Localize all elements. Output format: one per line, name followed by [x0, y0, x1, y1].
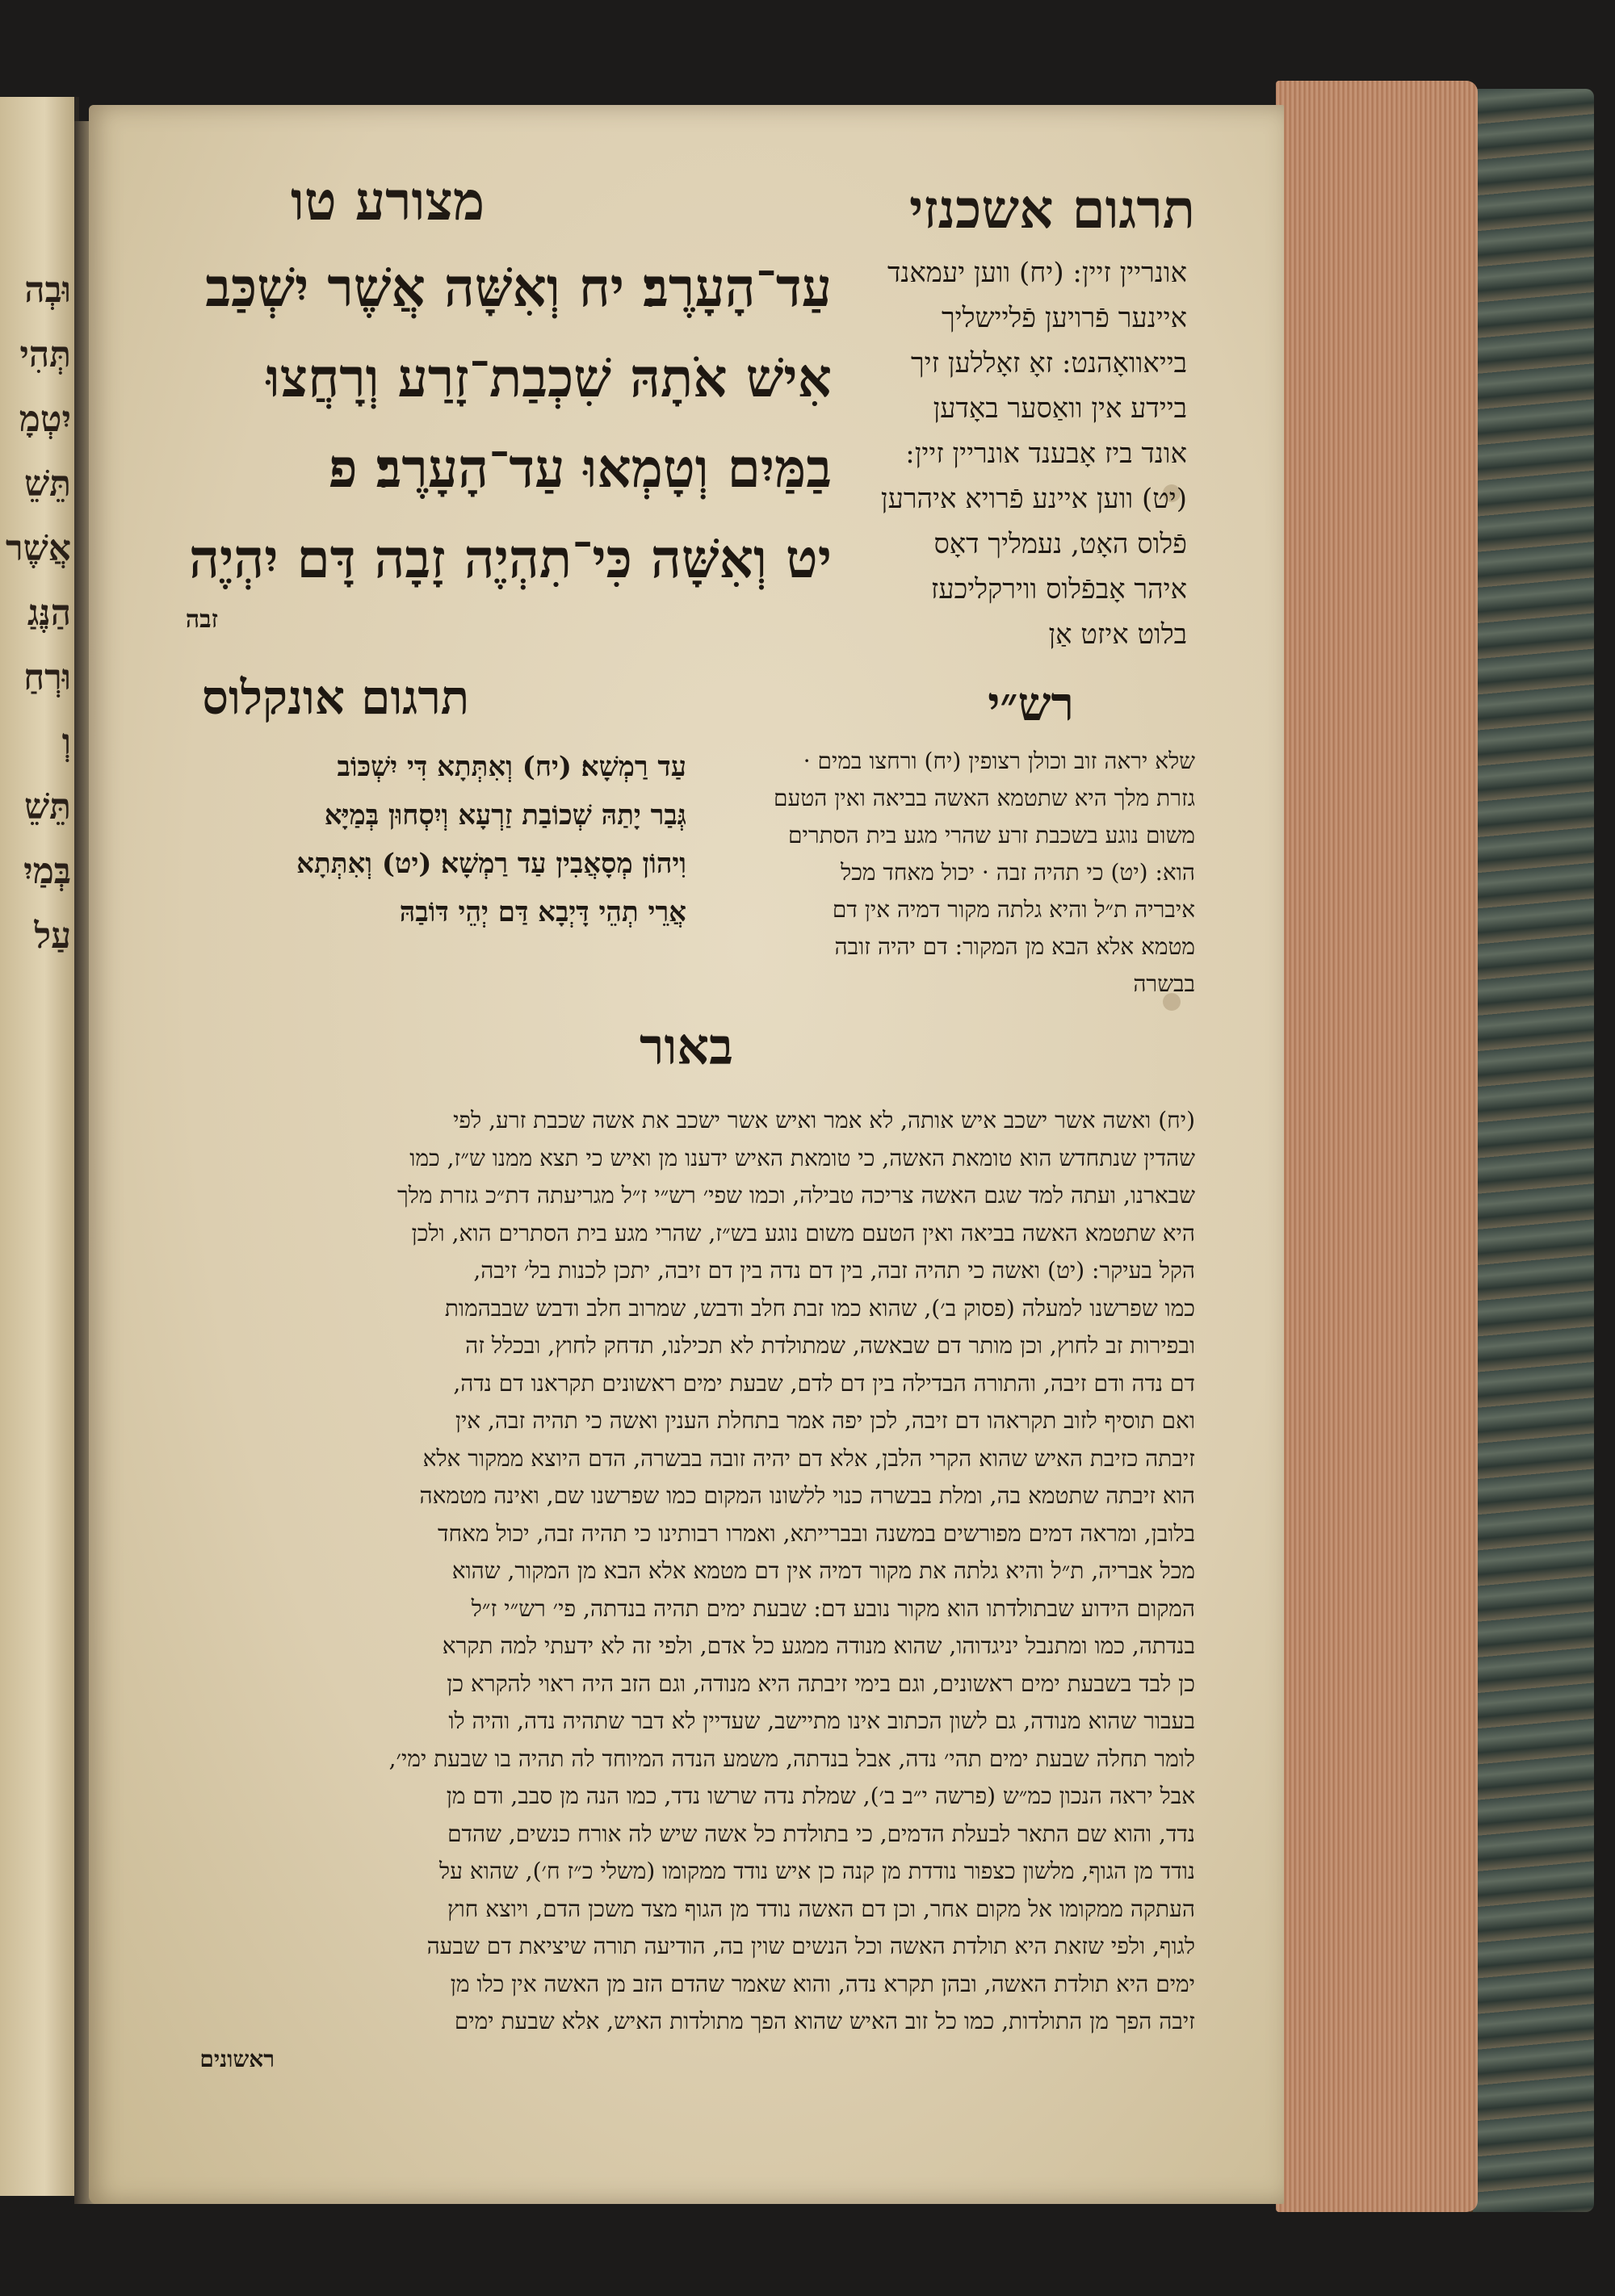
biur-line: הוא זיבתה שתטמא בה, ומלת בבשרה כנוי ללשונו המקום כמו שפרשנו שם, ואינה מטמאה: [419, 1482, 1195, 1509]
rashi-line: גזרת מלך היא שתטמא האשה בביאה ואין הטעם: [774, 785, 1195, 811]
biur-line: שהדין שנתחדש הוא טומאת האשה, כי טומאת האיש ידענו מן ואיש כי תצא ממנו ש״ז, כמו: [409, 1144, 1195, 1171]
biur-line: המקום הידוע שבתולדתו הוא מקור נובע דם: שבעת ימים תהיה בנדתה, פי׳ רש״י ז״ל: [471, 1594, 1195, 1622]
yiddish-line: איהר אָבפֿלוס ווירקליכעז: [930, 573, 1187, 605]
biur-line: (יח) ואשה אשר ישכב איש אותה, לא אמר ואיש אשר ישכב את אשה שכבת זרע, לפי: [453, 1107, 1195, 1133]
biur-line: דם נדה ודם זיבה, והתורה הבדילה בין דם לדם, שבעת ימים ראשונים תקראנו דם נדה,: [453, 1369, 1195, 1397]
rashi-line: שלא יראה זוב וכולן רצופין (יח) ורחצו במים ·: [803, 748, 1195, 774]
page-fore-edge: [1276, 81, 1478, 2212]
yiddish-line: בלוט איזט אַן: [1048, 618, 1187, 651]
onkelos-line: וִיהוֹן מְסָאֲבִין עַד רַמְשָׁא׃ (יט) וְאִתְּתָא: [296, 848, 686, 880]
onkelos-heading: תרגום אונקלוס: [202, 670, 470, 725]
biur-line: זיבתה כזיבת האיש שהוא הקרי הלבן, אלא דם יהיה זובה בבשרה, הדם היוצא ממקור אלא: [422, 1444, 1195, 1472]
rashi-line: מטמא אלא הבא מן המקור: דם יהיה זובה: [834, 933, 1195, 960]
header-parsha-chapter: מצורע טו: [291, 170, 485, 233]
biur-commentary: [105, 1102, 1195, 2078]
biur-line: ימים היא תולדת האשה, ובהן תקרא נדה, והוא שאמר שהדם הזב מן האשה אין כלו מן: [450, 1970, 1195, 1997]
header-targum-ashkenazi: תרגום אשכנזי: [908, 178, 1195, 241]
biur-line: ובפירות זב לחוץ, וכן מותר דם שבאשה, שמתולדת לא תכילנו, תדחק לחוץ, ובכלל זה: [465, 1332, 1195, 1359]
hebrew-line: אִישׁ אֹתָהּ שִׁכְבַת־זָרַע וְרָחֲצוּ: [266, 346, 832, 409]
rashi-line: הוא: (יט) כי תהיה זבה · יכול מאחד מכל: [841, 859, 1195, 886]
yiddish-line: איינער פֿרויען פֿליישליך: [941, 302, 1187, 334]
biur-line: בעבור שהוא מנודה, גם לשון הכתוב אינו מתיישב, שעדיין לא דבר שתהיה נדה, והיה לו: [448, 1707, 1195, 1734]
biur-line: בלובן, ומראה דמים מפורשים במשנה ובברייתא, ואמרו רבותינו כי תהיה זבה, יכול מאחד: [438, 1519, 1195, 1547]
yiddish-line: בייאוואָהנט: זאָ זאָללען זיך: [910, 347, 1187, 379]
biur-heading: באור: [639, 1017, 733, 1076]
yiddish-translation-column: [799, 250, 1187, 657]
rashi-line: משום נוגע בשכבת זרע שהרי מגע בית הסתרים: [788, 822, 1195, 848]
hebrew-line: עַד־הָעָרֶב׃ יח וְאִשָּׁה אֲשֶׁר יִשְׁכַּב: [205, 256, 832, 319]
biur-line: כן לבד בשבעת ימים ראשונים, וגם בימי זיבתה היא מנודה, וגם הזב היה ראוי להקרא כן: [447, 1670, 1195, 1697]
biur-line: נודד מן הגוף, מלשון כצפור נודדת מן קנה כן איש נודד ממקומו (משלי כ״ז ח׳), שהוא על: [439, 1858, 1195, 1884]
rashi-line: בבשרה: [1133, 970, 1195, 997]
yiddish-line: ביידע אין וואַסער באָדען: [933, 392, 1187, 425]
book-cover: [1470, 89, 1594, 2212]
rashi-commentary: [678, 743, 1195, 1003]
yiddish-line: (יט) ווען איינע פֿרויא איהרען: [880, 483, 1187, 515]
biur-line: נדד, והוא שם התאר לבעלת הדמים, כי בתולדת כל אשה שיש לה אורח כנשים, שהדם: [447, 1820, 1195, 1847]
right-page: [89, 105, 1284, 2204]
onkelos-translation: [105, 743, 686, 936]
hebrew-catchword: זבה: [185, 605, 218, 634]
biur-line: שבארנו, ועתה למד שגם האשה צריכה טבילה, וכמו שפי׳ רש״י ז״ל מגריעתה דת״כ גזרת מלך: [397, 1182, 1195, 1209]
biur-line: לומר תחלה שבעת ימים תהי׳ נדה, אבל בנדתה, משמע הנדה המיוחד לה תהיה בו שבעת ימי׳,: [388, 1745, 1195, 1772]
left-facing-page: [0, 97, 79, 2196]
hebrew-torah-text: [105, 242, 832, 636]
rashi-heading: רש״י: [988, 677, 1074, 731]
onkelos-line: גְּבַר יָתַהּ שְׁכוֹבַת זַרְעָא וְיִסְחוּן בְּמַיָּא: [324, 799, 686, 832]
rashi-line: איבריה ת״ל והיא גלתה מקור דמיה אין דם: [832, 896, 1195, 923]
onkelos-line: עַד רַמְשָׁא׃ (יח) וְאִתְּתָא דִּי יִשְׁכּוֹב: [337, 751, 686, 783]
biur-line: אבל יראה הנכון כמ״ש (פרשה י״ב ב׳), שמלת נדה שרשו נדד, כמו הנה מן סבב, ודם מן: [446, 1783, 1195, 1809]
hebrew-line: יט וְאִשָּׁה כִּי־תִהְיֶה זָבָה דָּם יִהְיֶה: [189, 527, 832, 590]
biur-line: מכל אבריה, ת״ל והיא גלתה את מקור דמיה אין דם מטמא אלא הבא מן המקור, שהוא: [451, 1557, 1195, 1584]
biur-line: לגוף, ולפי שזאת היא תולדת האשה וכל הנשים שוין בה, הודיעה תורה שיציאת דם שבעה: [426, 1933, 1195, 1959]
onkelos-line: אֲרֵי תְהֵי דָּיְבָא דַּם יְהֵי דּוֹבַהּ: [399, 896, 686, 928]
biur-line: הקל בעיקר: (יט) ואשה כי תהיה זבה, בין דם נדה בין דם זיבה, יתכן לכנות בל׳ זיבה,: [473, 1257, 1195, 1284]
yiddish-line: פֿלוס האָט, נעמליך דאָס: [933, 528, 1187, 560]
biur-line: זיבה הפך מן התולדות, כמו כל זוב האיש שהוא הפך מתולדות האיש, אלא שבעת ימים: [454, 2008, 1195, 2034]
biur-line: ואם תוסיף לזוב תקראהו דם זיבה, לכן יפה אמר בתחלת הענין ואשה כי תהיה זבה, אין: [455, 1407, 1195, 1434]
biur-line: בנדתה, כמו ומתנבל יניגדוהו, שהוא מנודה ממגע כל אדם, ולפי זה לא ידעתי למה תקרא: [442, 1632, 1195, 1659]
biur-catchword: ראשונים: [199, 2045, 275, 2072]
biur-line: כמו שפרשנו למעלה (פסוק ב׳), שהוא כמו זבת חלב ודבש, שמרוב חלב ודבש שבבהמות: [444, 1294, 1195, 1322]
biur-line: היא שתטמא האשה בביאה ואין הטעם משום נוגע בש״ז, שהרי מגע בית הסתרים הוא, ולכן: [411, 1219, 1195, 1246]
yiddish-line: אונריין זיין: (יח) ווען יעמאנד: [887, 257, 1187, 289]
biur-line: העתקה ממקומו אל מקום אחר, וכן דם האשה נודד מן הגוף מצד משכן הדם, ויוצא חוץ: [447, 1895, 1195, 1922]
hebrew-line: בַמַּיִם וְטָמְאוּ עַד־הָעָרֶב׃ פ: [328, 437, 832, 500]
yiddish-line: אונד ביז אָבענד אונריין זיין:: [905, 438, 1187, 470]
left-page-text-fragment: וּבְה תְּהִי יִטְמָ תֵּשֵׁ אֲשֶׁר הַנֶּגַ וּרְחַ וְ תֵּשֵׁ בְּמַיִ עַל: [5, 270, 71, 957]
